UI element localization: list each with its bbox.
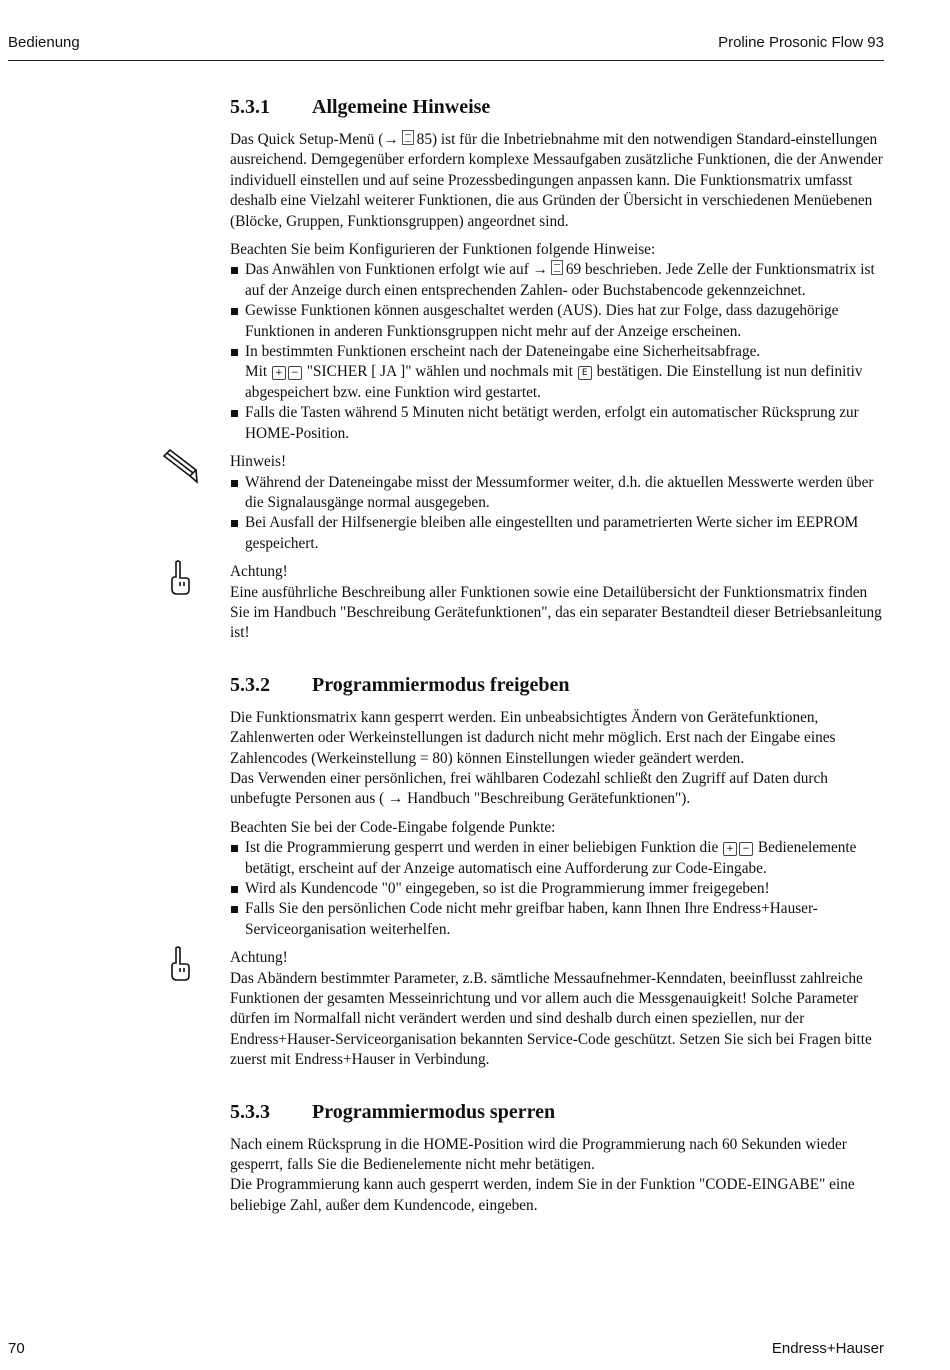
paragraph: Beachten Sie beim Konfigurieren der Funktionen folgende Hinweise: <box>230 241 656 259</box>
hint-note <box>230 452 884 554</box>
plus-key-icon: + <box>723 842 737 856</box>
bullet-list <box>230 260 884 444</box>
list-item: Gewisse Funktionen können ausgeschaltet werden (AUS). Dies hat zur Folge, dass dazugehörige Funktionen in anderen Funktionsgruppen nicht mehr auf der Anzeige erscheinen. <box>230 301 884 342</box>
list-item: Das Anwählen von Funktionen erfolgt wie auf → 69 beschrieben. Jede Zelle der Funktionsmatrix ist auf der Anzeige durch einen entsprechenden Zahlen- oder Buchstabencode gekennzeichnet. <box>230 260 884 301</box>
plus-key-icon: + <box>272 366 286 380</box>
caution-text: Eine ausführliche Beschreibung aller Funktionen sowie eine Detailübersicht der Funktionsmatrix finden Sie im Handbuch "Beschreibung Gerätefunktionen", das ein separater Bestandteil dieser Betriebsanleitung ist! <box>230 583 882 642</box>
paragraph: Die Funktionsmatrix kann gesperrt werden. Ein unbeabsichtigtes Ändern von Gerätefunktionen, Zahlenwerten oder Werkeinstellungen ist dadurch nicht mehr möglich. Erst nach der Eingabe eines Zahlencodes (Werkeinstellung = 80) können Einstellungen wieder geändert werden. <box>230 708 836 767</box>
page-header <box>8 30 884 61</box>
section-heading-531: 5.3.1 Allgemeine Hinweise <box>230 96 491 118</box>
page-reference-icon <box>551 260 563 275</box>
section-heading-533: 5.3.3 Programmiermodus sperren <box>230 1100 556 1123</box>
list-item: Bei Ausfall der Hilfsenergie bleiben alle eingestellten und parametrierten Werte sicher im EEPROM gespeichert. <box>230 513 884 554</box>
paragraph: Beachten Sie bei der Code-Eingabe folgende Punkte: <box>230 818 556 836</box>
caution-text: Das Abändern bestimmter Parameter, z.B. sämtliche Messaufnehmer-Kenndaten, beeinflusst zahlreiche Funktionen der gesamten Messeinrichtung und vor allem auch die Messgenauigkeit! Solche Parameter dürfen im Normalfall nicht verändert werden und sind deshalb durch einen speziellen, nur der Endress+Hauser-Serviceorganisation bekannten Service-Code geschützt. Setzen Sie sich bei Fragen bitte zuerst mit Endress+Hauser in Verbindung. <box>230 969 872 1069</box>
page-number: 70 <box>8 1340 25 1357</box>
minus-key-icon: − <box>739 842 753 856</box>
page-reference-icon <box>402 130 414 145</box>
enter-key-icon: E <box>578 366 592 380</box>
caution-title: Achtung! <box>230 563 288 581</box>
header-chapter: Bedienung <box>8 34 80 51</box>
bullet-list <box>230 473 884 555</box>
paragraph: Das Verwenden einer persönlichen, frei wählbaren Codezahl schließt den Zugriff auf Daten durch unbefugte Personen aus ( → Handbuch "Beschreibung Gerätefunktionen"). <box>230 769 828 808</box>
list-item: Falls die Tasten während 5 Minuten nicht betätigt werden, erfolgt ein automatischer Rücksprung zur HOME-Position. <box>230 403 884 444</box>
pencil-note-icon <box>160 448 200 488</box>
list-item: Wird als Kundencode "0" eingegeben, so ist die Programmierung immer freigegeben! <box>230 879 884 899</box>
caution-note <box>230 562 884 644</box>
section-heading-532: 5.3.2 Programmiermodus freigeben <box>230 673 570 696</box>
list-item: In bestimmten Funktionen erscheint nach der Dateneingabe eine Sicherheitsabfrage. Mit + − "SICHER [ JA ]" wählen und nochmals mit E bestätigen. Die Einstellung ist nun definitiv abgespeichert bzw. eine Funktion wird gestartet. <box>230 342 884 403</box>
footer-brand: Endress+Hauser <box>771 1340 884 1357</box>
list-item: Ist die Programmierung gesperrt und werden in einer beliebigen Funktion die + − Bedienelemente betätigt, erscheint auf der Anzeige automatisch eine Aufforderung zur Code-Eingabe. <box>230 838 884 879</box>
minus-key-icon: − <box>288 366 302 380</box>
list-item: Während der Dateneingabe misst der Messumformer weiter, d.h. die aktuellen Messwerte werden über die Signalausgänge normal ausgegeben. <box>230 473 884 514</box>
pointing-hand-icon <box>160 944 200 984</box>
caution-note <box>230 948 884 1070</box>
list-item: Falls Sie den persönlichen Code nicht mehr greifbar haben, kann Ihnen Ihre Endress+Hauser-Serviceorganisation weiterhelfen. <box>230 899 884 940</box>
hint-title: Hinweis! <box>230 453 287 471</box>
pointing-hand-icon <box>160 558 200 598</box>
header-product: Proline Prosonic Flow 93 <box>718 34 884 51</box>
paragraph: Das Quick Setup-Menü (→ 85) ist für die Inbetriebnahme mit den notwendigen Standard-einstellungen ausreichend. Demgegenüber erfordern komplexe Messaufgaben zusätzliche Funktionen, die der Anwender individuell einstellen und auf seine Prozessbedingungen anpassen kann. Die Funktionsmatrix umfasst deshalb eine Vielzahl weiterer Funktionen, die aus Gründen der Übersicht in verschiedenen Menüebenen (Blöcke, Gruppen, Funktionsgruppen) angeordnet sind. <box>230 131 883 230</box>
paragraph: Nach einem Rücksprung in die HOME-Position wird die Programmierung nach 60 Sekunden wieder gesperrt, falls Sie die Bedienelemente nicht mehr betätigen. <box>230 1135 847 1174</box>
caution-title: Achtung! <box>230 949 288 967</box>
main-content <box>230 94 884 1224</box>
bullet-list <box>230 838 884 940</box>
paragraph: Die Programmierung kann auch gesperrt werden, indem Sie in der Funktion "CODE-EINGABE" eine beliebige Zahl, außer dem Kundencode, eingeben. <box>230 1176 855 1214</box>
